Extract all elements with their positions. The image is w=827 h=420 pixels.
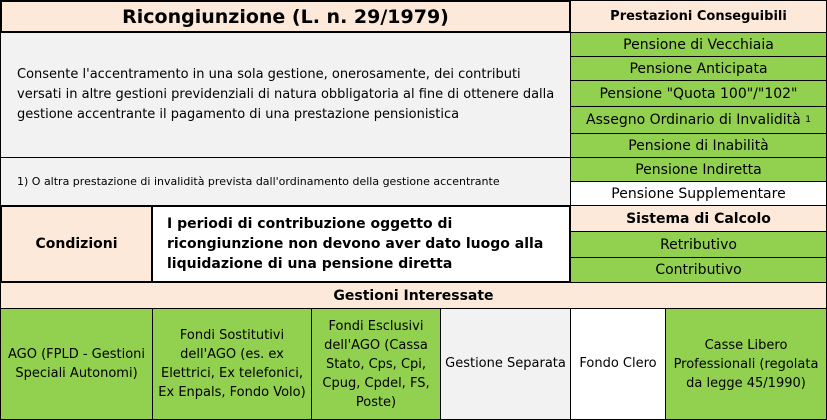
gestioni-header: Gestioni Interessate — [0, 282, 827, 309]
sistema-retributivo: Retributivo — [570, 231, 827, 258]
gestione-separata: Gestione Separata — [440, 308, 571, 420]
prestazione-indiretta — [570, 157, 827, 182]
prestazione-label: Pensione "Quota 100"/"102" — [599, 85, 798, 102]
prestazione-anticipata — [570, 56, 827, 81]
page-title: Ricongiunzione (L. n. 29/1979) — [0, 0, 571, 33]
prestazione-inabilita — [570, 133, 827, 158]
prestazione-assegno-invalidita: Assegno Ordinario di Invalidità 1 — [570, 106, 827, 134]
description-text: Consente l'accentramento in una sola gestione, onerosamente, dei contributi versati in altre gestioni previdenziali di natura obbligatoria al fine di ottenere dalla gestione accentrante il pagamento di una prestazione pensionistica — [0, 32, 571, 158]
gestione-fondi-esclusivi: Fondi Esclusivi dell'AGO (Cassa Stato, Cps, Cpi, Cpug, Cpdel, FS, Poste) — [311, 308, 441, 420]
gestione-fondo-clero: Fondo Clero — [570, 308, 666, 420]
sistema-contributivo: Contributivo — [570, 257, 827, 283]
prestazione-vecchiaia — [570, 32, 827, 57]
prestazione-label: Assegno Ordinario di Invalidità — [586, 112, 801, 128]
sistema-header: Sistema di Calcolo — [570, 205, 827, 232]
prestazione-quota100 — [570, 80, 827, 107]
gestione-ago: AGO (FPLD - Gestioni Speciali Autonomi) — [0, 308, 153, 420]
footnote-text: 1) O altra prestazione di invalidità prevista dall'ordinamento della gestione accentrante — [0, 157, 571, 206]
prestazione-label: Pensione di Inabilità — [628, 137, 769, 154]
prestazioni-header: Prestazioni Conseguibili — [570, 0, 827, 33]
condizioni-label: Condizioni — [0, 205, 153, 283]
prestazione-label: Pensione Supplementare — [611, 185, 786, 202]
condizioni-text: I periodi di contribuzione oggetto di ricongiunzione non devono aver dato luogo alla liquidazione di una pensione diretta — [151, 205, 571, 283]
prestazione-label: Pensione Anticipata — [629, 60, 768, 77]
gestione-casse-professionali: Casse Libero Professionali (regolata da legge 45/1990) — [665, 308, 827, 420]
gestione-fondi-sostitutivi: Fondi Sostitutivi dell'AGO (es. ex Elettrici, Ex telefonici, Ex Enpals, Fondo Volo) — [152, 308, 312, 420]
prestazione-supplementare — [570, 181, 827, 206]
prestazione-label: Pensione Indiretta — [635, 161, 762, 178]
prestazione-label: Pensione di Vecchiaia — [623, 36, 774, 53]
